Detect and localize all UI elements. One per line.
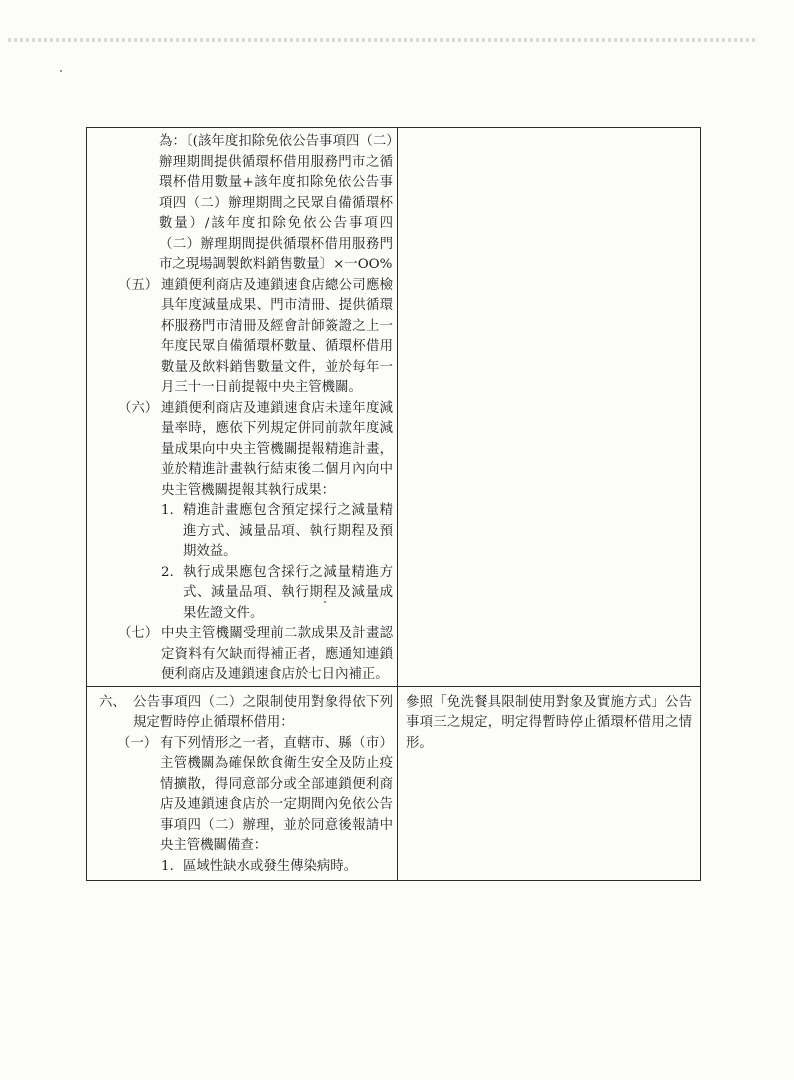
explanation-text: 參照「免洗餐具限制使用對象及實施方式」公告事項三之規定，明定得暫時停止循環杯借用之情形。 [406, 694, 692, 751]
sub-label: 2. [161, 564, 174, 580]
sub-text: 執行成果應包含採行之減量精進方式、減量品項、執行期程及減量成果佐證文件。 [183, 564, 393, 621]
section-6-item-1-sub-1 [87, 857, 397, 881]
item-label: （一） [117, 735, 158, 751]
item-label: （五） [118, 277, 159, 293]
scan-edge-artifact [8, 38, 758, 42]
reduction-rate-formula: 為：〔(該年度扣除免依公告事項四（二）辦理期間提供循環杯借用服務門市之循環杯借用數量+該年度扣除免依公告事項四（二）辦理期間之民眾自備循環杯數量）/該年度扣除免依公告事項四（二）辦理期間提供循環杯借用服務門市之現場調製飲料銷售數量〕×一OO% [159, 134, 393, 272]
item-5 [87, 276, 397, 399]
item-text: 中央主管機關受理前二款成果及計畫認定資料有欠缺而得補正者，應通知連鎖便利商店及連鎖速食店於七日內補正。 [161, 626, 393, 682]
regulation-table [86, 127, 701, 881]
table-row-section-6 [87, 686, 701, 881]
item-6 [87, 399, 397, 502]
sub-label: 1. [161, 858, 174, 874]
item-text: 有下列情形之一者，直轄市、縣（市）主管機關為確保飲食衛生安全及防止疫情擴散，得同意部分或全部連鎖便利商店及連鎖速食店於一定期間內免依公告事項四（二）辦理，並於同意後報請中央主管機關備查： [160, 735, 393, 853]
item-label: （六） [118, 400, 159, 416]
section-text: 公告事項四（二）之限制使用對象得依下列規定暫時停止循環杯借用： [133, 694, 393, 730]
table-row-continuation [87, 128, 701, 687]
sub-text: 精進計畫應包含預定採行之減量精進方式、減量品項、執行期程及預期效益。 [183, 503, 393, 559]
item-6-sub-2 [87, 563, 397, 625]
item-text: 連鎖便利商店及連鎖速食店總公司應檢具年度減量成果、門市清冊、提供循環杯服務門市清冊及經會計師簽證之上一年度民眾自備循環杯數量、循環杯借用數量及飲料銷售數量文件，並於每年一月三十一日前提報中央主管機關。 [161, 277, 393, 395]
item-6-sub-1 [87, 501, 397, 563]
section-label: 六、 [99, 694, 126, 710]
explanation-cell-empty [398, 128, 701, 687]
sub-label: 1. [161, 503, 174, 518]
item-label: （七） [118, 626, 159, 641]
sub-text: 區域性缺水或發生傳染病時。 [183, 858, 358, 874]
section-6-heading [87, 687, 397, 734]
explanation-cell [398, 686, 701, 881]
section-6-item-1 [87, 734, 397, 857]
item-7 [87, 624, 397, 686]
provision-cell [87, 128, 398, 687]
provision-cell [87, 686, 398, 881]
scan-speck [60, 70, 62, 72]
item-text: 連鎖便利商店及連鎖速食店未達年度減量率時，應依下列規定併同前款年度減量成果向中央主管機關提報精進計畫，並於精進計畫執行結束後二個月內向中央主管機關提報其執行成果： [161, 400, 393, 498]
